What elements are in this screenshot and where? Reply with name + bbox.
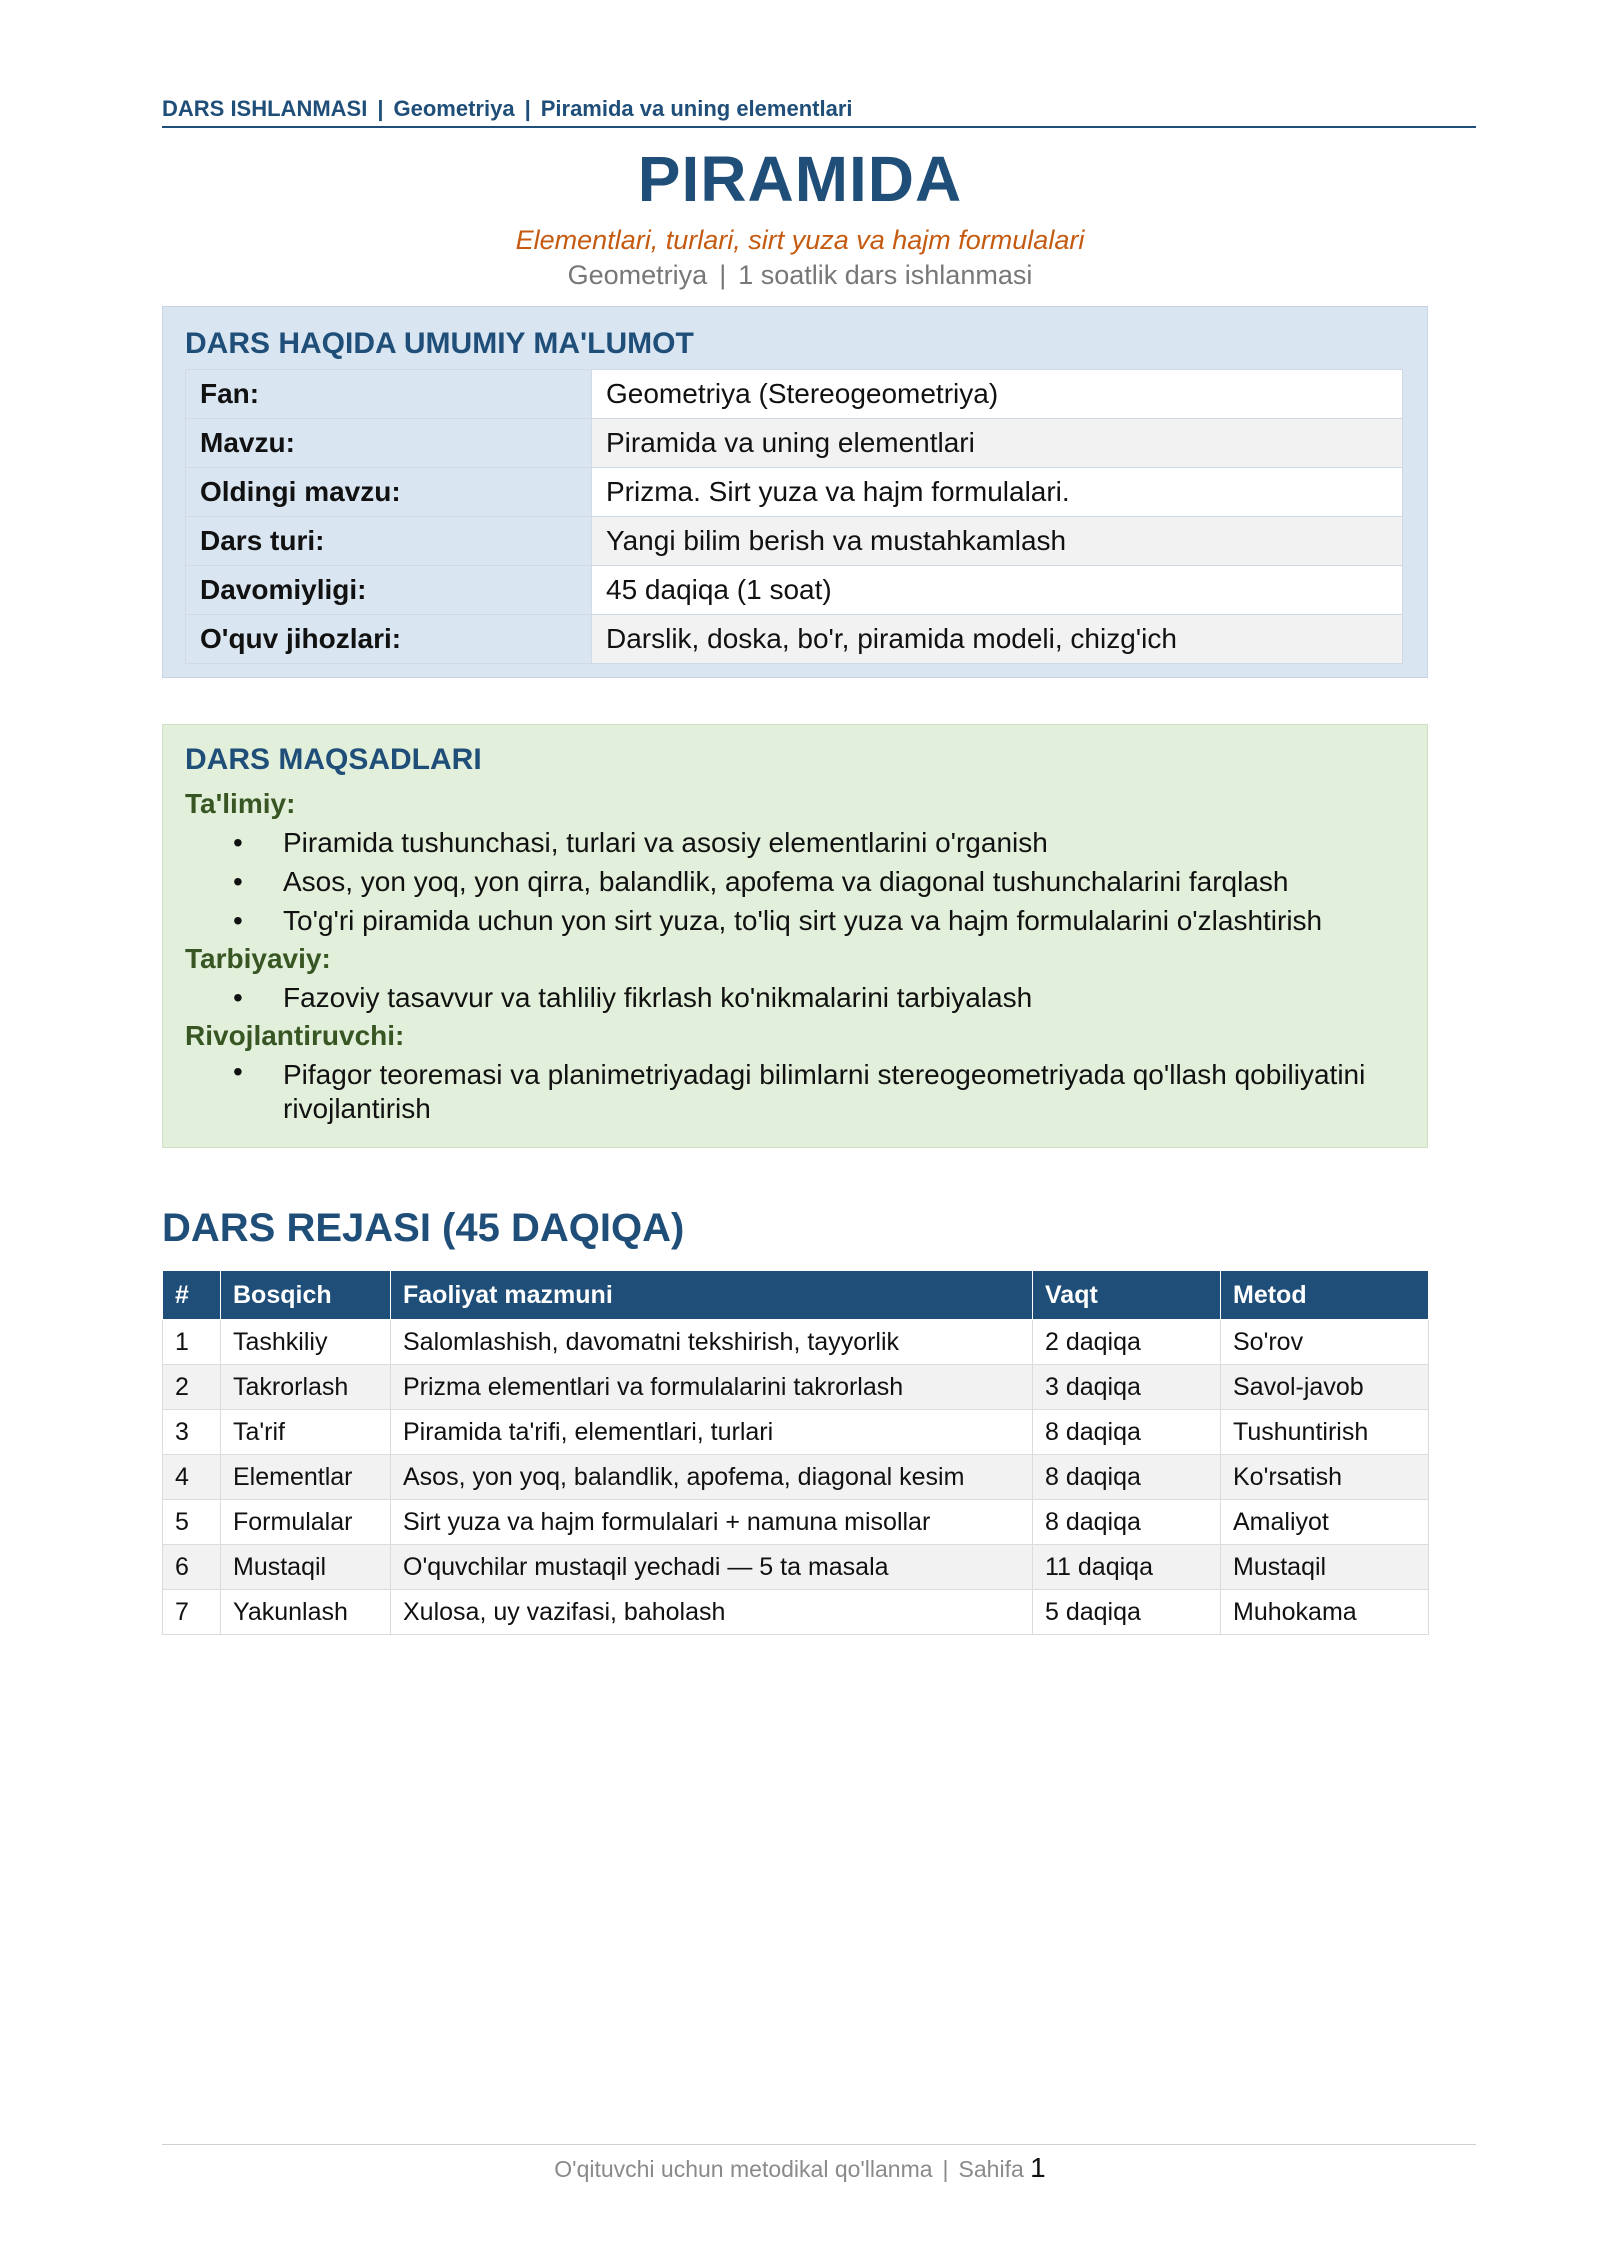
info-value: 45 daqiqa (1 soat) — [592, 566, 1403, 615]
lesson-goals-box — [162, 724, 1428, 1148]
table-row — [163, 1545, 1429, 1590]
page-title: PIRAMIDA — [637, 143, 963, 215]
table-cell: Tushuntirish — [1221, 1410, 1429, 1455]
goal-category-heading: Rivojlantiruvchi: — [185, 1020, 405, 1051]
goal-item — [185, 1055, 1405, 1129]
info-label: Mavzu: — [186, 419, 592, 468]
table-cell: 5 daqiqa — [1033, 1590, 1221, 1635]
table-cell: 3 — [163, 1410, 221, 1455]
subline-subject: Geometriya — [567, 260, 708, 290]
table-cell: Amaliyot — [1221, 1500, 1429, 1545]
subline-separator: | — [719, 260, 727, 290]
info-row — [186, 468, 1403, 517]
table-cell: Tashkiliy — [221, 1320, 391, 1365]
plan-column-header: Bosqich — [221, 1271, 391, 1320]
info-label: Davomiyligi: — [186, 566, 592, 615]
goal-category-heading: Ta'limiy: — [185, 788, 296, 819]
table-cell: Elementlar — [221, 1455, 391, 1500]
info-value: Prizma. Sirt yuza va hajm formulalari. — [592, 468, 1403, 517]
table-cell: Salomlashish, davomatni tekshirish, tayyorlik — [391, 1320, 1033, 1365]
goal-item-text: Fazoviy tasavvur va tahliliy fikrlash ko'nikmalarini tarbiyalash — [283, 982, 1033, 1013]
info-row — [186, 370, 1403, 419]
plan-column-header: Faoliyat mazmuni — [391, 1271, 1033, 1320]
footer-page-label: Sahifa — [958, 2156, 1024, 2182]
subline-duration: 1 soatlik dars ishlanmasi — [738, 260, 1033, 290]
table-cell: O'quvchilar mustaqil yechadi — 5 ta masala — [391, 1545, 1033, 1590]
table-row — [163, 1320, 1429, 1365]
goal-category-heading: Tarbiyaviy: — [185, 943, 331, 974]
bullet-icon: • — [233, 827, 243, 858]
table-cell: Takrorlash — [221, 1365, 391, 1410]
footer-text: O'qituvchi uchun metodikal qo'llanma — [554, 2156, 933, 2182]
table-cell: 4 — [163, 1455, 221, 1500]
footer-divider — [162, 2144, 1476, 2145]
table-cell: So'rov — [1221, 1320, 1429, 1365]
goal-item-text: Asos, yon yoq, yon qirra, balandlik, apofema va diagonal tushunchalarini farqlash — [283, 866, 1289, 897]
lesson-goals-heading: DARS MAQSADLARI — [185, 743, 482, 776]
info-value: Piramida va uning elementlari — [592, 419, 1403, 468]
running-header — [162, 96, 1476, 128]
goal-item — [185, 978, 1405, 1017]
goal-item-text: To'g'ri piramida uchun yon sirt yuza, to'liq sirt yuza va hajm formulalarini o'zlashtirish — [283, 905, 1323, 936]
page-subtitle: Elementlari, turlari, sirt yuza va hajm formulalari — [515, 225, 1085, 255]
table-cell: 7 — [163, 1590, 221, 1635]
table-cell: 6 — [163, 1545, 221, 1590]
table-cell: 8 daqiqa — [1033, 1455, 1221, 1500]
table-cell: 5 — [163, 1500, 221, 1545]
table-cell: Ko'rsatish — [1221, 1455, 1429, 1500]
info-value: Yangi bilim berish va mustahkamlash — [592, 517, 1403, 566]
table-cell: Sirt yuza va hajm formulalari + namuna misollar — [391, 1500, 1033, 1545]
bullet-icon: • — [233, 866, 243, 897]
footer-separator: | — [942, 2156, 949, 2182]
goal-list — [185, 823, 1405, 940]
table-cell: 3 daqiqa — [1033, 1365, 1221, 1410]
header-doc-type: DARS ISHLANMASI — [162, 96, 368, 121]
plan-column-header: Vaqt — [1033, 1271, 1221, 1320]
page-subline — [0, 260, 1600, 291]
info-label: Dars turi: — [186, 517, 592, 566]
header-topic: Piramida va uning elementlari — [540, 96, 853, 121]
goal-item — [185, 862, 1405, 901]
info-row — [186, 566, 1403, 615]
table-row — [163, 1410, 1429, 1455]
table-cell: Prizma elementlari va formulalarini takrorlash — [391, 1365, 1033, 1410]
table-cell: Mustaqil — [1221, 1545, 1429, 1590]
table-cell: Piramida ta'rifi, elementlari, turlari — [391, 1410, 1033, 1455]
general-info-heading: DARS HAQIDA UMUMIY MA'LUMOT — [185, 327, 694, 360]
plan-column-header: # — [163, 1271, 221, 1320]
header-separator: | — [524, 96, 531, 121]
table-cell: 8 daqiqa — [1033, 1410, 1221, 1455]
goal-list — [185, 1055, 1405, 1129]
goal-item-text: Piramida tushunchasi, turlari va asosiy elementlarini o'rganish — [283, 827, 1048, 858]
page-footer — [0, 2152, 1600, 2184]
lesson-plan-heading: DARS REJASI (45 DAQIQA) — [162, 1206, 685, 1250]
table-cell: Savol-javob — [1221, 1365, 1429, 1410]
info-label: O'quv jihozlari: — [186, 615, 592, 664]
info-row — [186, 615, 1403, 664]
lesson-goals-content — [185, 785, 1405, 1129]
table-row — [163, 1500, 1429, 1545]
info-row — [186, 419, 1403, 468]
header-separator: | — [377, 96, 384, 121]
info-label: Oldingi mavzu: — [186, 468, 592, 517]
goal-item — [185, 901, 1405, 940]
table-cell: 2 — [163, 1365, 221, 1410]
footer-page-number: 1 — [1030, 2152, 1046, 2183]
table-cell: Yakunlash — [221, 1590, 391, 1635]
table-cell: Xulosa, uy vazifasi, baholash — [391, 1590, 1033, 1635]
table-cell: Asos, yon yoq, balandlik, apofema, diagonal kesim — [391, 1455, 1033, 1500]
table-row — [163, 1455, 1429, 1500]
table-cell: Mustaqil — [221, 1545, 391, 1590]
info-value: Geometriya (Stereogeometriya) — [592, 370, 1403, 419]
goal-item-text: Pifagor teoremasi va planimetriyadagi bilimlarni stereogeometriyada qo'llash qobiliyatini rivojlantirish — [283, 1059, 1366, 1124]
general-info-box — [162, 306, 1428, 678]
table-row — [163, 1365, 1429, 1410]
table-cell: Formulalar — [221, 1500, 391, 1545]
goal-list — [185, 978, 1405, 1017]
general-info-table — [185, 369, 1403, 664]
plan-column-header: Metod — [1221, 1271, 1429, 1320]
lesson-plan-table — [162, 1270, 1429, 1635]
table-cell: 2 daqiqa — [1033, 1320, 1221, 1365]
info-label: Fan: — [186, 370, 592, 419]
table-cell: Ta'rif — [221, 1410, 391, 1455]
bullet-icon: • — [233, 905, 243, 936]
bullet-icon: • — [233, 1056, 243, 1087]
table-row — [163, 1590, 1429, 1635]
table-cell: Muhokama — [1221, 1590, 1429, 1635]
header-subject: Geometriya — [393, 96, 515, 121]
table-cell: 1 — [163, 1320, 221, 1365]
goal-item — [185, 823, 1405, 862]
info-value: Darslik, doska, bo'r, piramida modeli, chizg'ich — [592, 615, 1403, 664]
info-row — [186, 517, 1403, 566]
table-cell: 11 daqiqa — [1033, 1545, 1221, 1590]
bullet-icon: • — [233, 982, 243, 1013]
table-cell: 8 daqiqa — [1033, 1500, 1221, 1545]
